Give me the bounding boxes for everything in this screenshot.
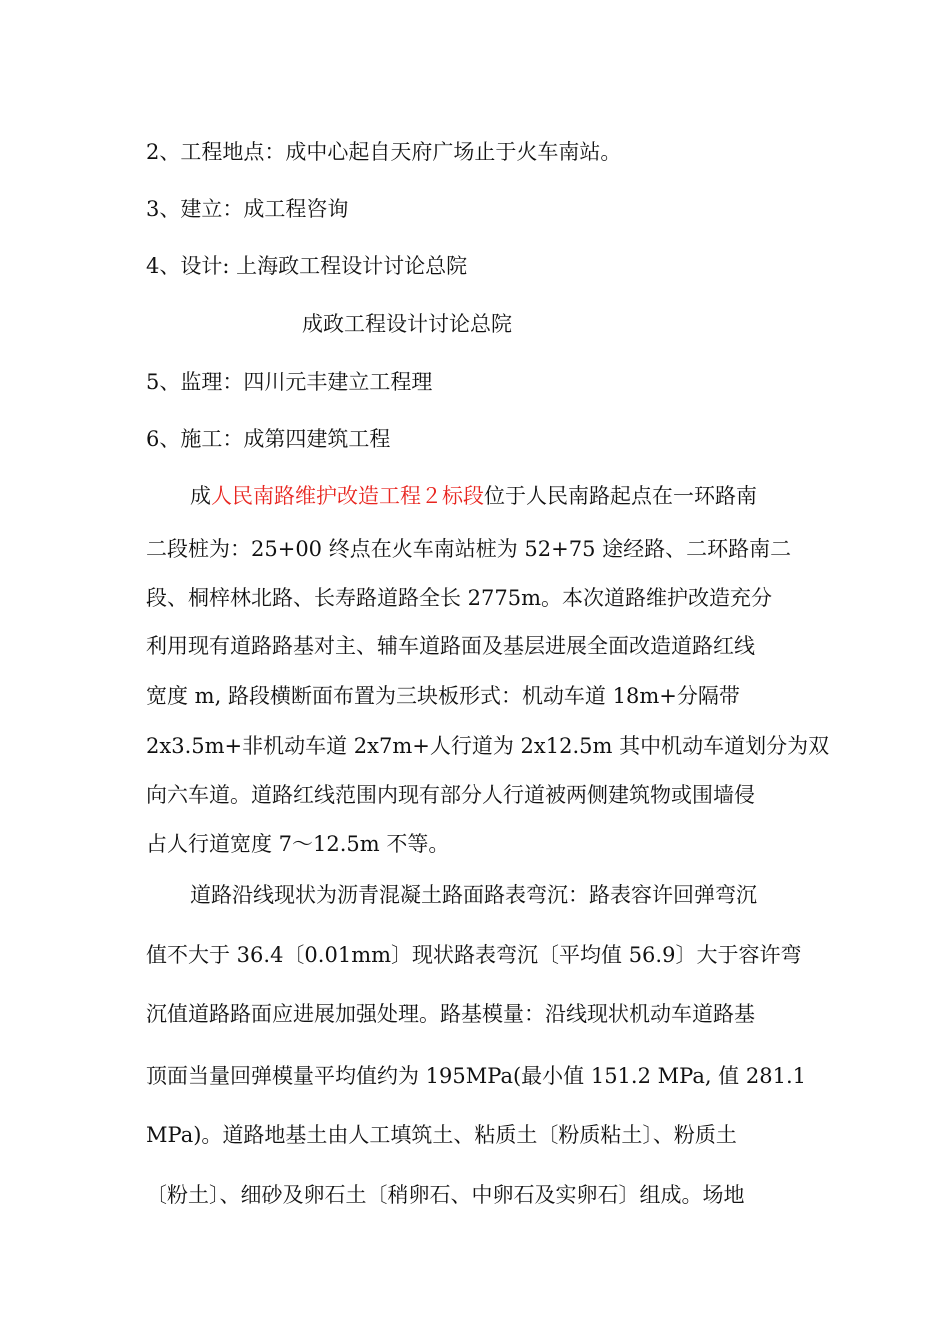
list-item-designer-second: 成政工程设计讨论总院 [302,312,512,336]
paragraph-1-line-2: 二段桩为：25+00 终点在火车南站桩为 52+75 途经路、二环路南二 [146,537,792,561]
paragraph-1-line-5: 宽度 m, 路段横断面布置为三块板形式：机动车道 18m+分隔带 [146,684,740,708]
paragraph-2-line-6: 〔粉土〕、细砂及卵石土〔稍卵石、中卵石及实卵石〕组成。场地 [146,1183,745,1207]
list-item-supervisor: 5、监理：四川元丰建立工程理 [146,370,433,394]
list-item-constructor: 6、施工：成第四建筑工程 [146,427,391,451]
paragraph-1-prefix: 成 [190,484,211,508]
paragraph-2-line-2: 值不大于 36.4〔0.01mm〕现状路表弯沉〔平均值 56.9〕大于容许弯 [146,943,802,967]
list-item-builder: 3、建立：成工程咨询 [146,197,349,221]
paragraph-1-line-7: 向六车道。道路红线范围内现有部分人行道被两侧建筑物或围墙侵 [146,783,755,807]
paragraph-1-line-6: 2x3.5m+非机动车道 2x7m+人行道为 2x12.5m 其中机动车道划分为双 [146,734,830,758]
paragraph-1-line-4: 利用现有道路路基对主、辅车道路面及基层进展全面改造道路红线 [146,634,755,658]
list-item-location: 2、工程地点：成中心起自天府广场止于火车南站。 [146,140,622,164]
paragraph-1-line-8: 占人行道宽度 7～12.5m 不等。 [146,832,450,856]
paragraph-1-line-1-rest: 位于人民南路起点在一环路南 [484,484,757,508]
project-name-highlight: 人民南路维护改造工程２标段 [211,484,484,508]
paragraph-2-line-1: 道路沿线现状为沥青混凝土路面路表弯沉：路表容许回弹弯沉 [190,883,757,907]
paragraph-2-line-5: MPa)。道路地基土由人工填筑土、粘质土〔粉质粘土〕、粉质土 [146,1123,737,1147]
paragraph-2-line-4: 顶面当量回弹模量平均值约为 195MPa(最小值 151.2 MPa, 值 281.1 [146,1064,806,1088]
paragraph-1-line-3: 段、桐梓林北路、长寿路道路全长 2775m。本次道路维护改造充分 [146,586,773,610]
paragraph-1-line-1 [190,481,757,511]
list-item-designer: 4、设计: 上海政工程设计讨论总院 [146,254,468,278]
paragraph-2-line-3: 沉值道路路面应进展加强处理。路基模量：沿线现状机动车道路基 [146,1002,755,1026]
